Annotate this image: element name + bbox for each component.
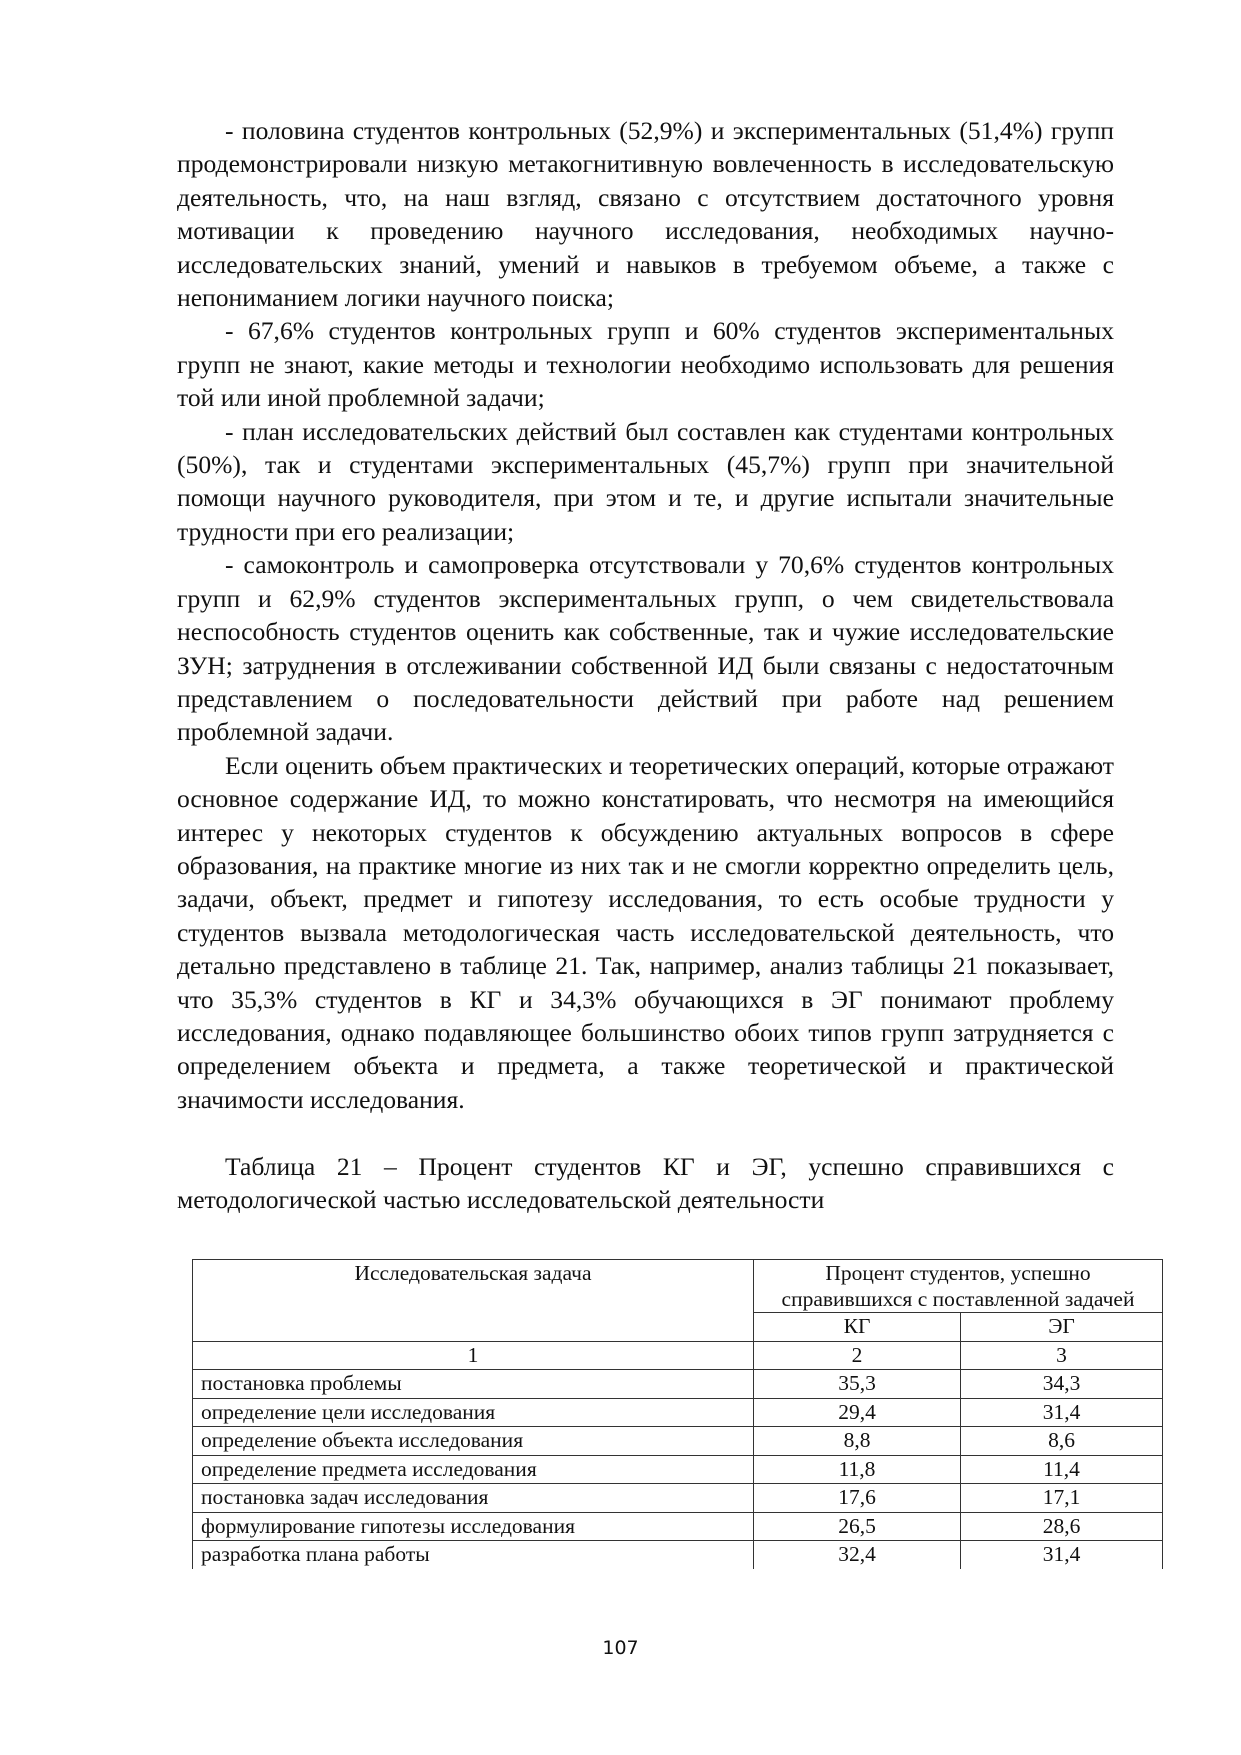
eg-value: 31,4: [961, 1541, 1163, 1569]
header-task: Исследовательская задача: [193, 1260, 754, 1342]
table-row: [193, 1455, 1163, 1484]
header-kg: КГ: [754, 1313, 961, 1342]
column-number: 3: [961, 1341, 1163, 1370]
kg-value: 17,6: [754, 1484, 961, 1513]
paragraph-bullet-plan: - план исследовательских действий был составлен как студентами контрольных (50%), так и студентами экспериментальных (45,7%) групп при значительной помощи научного руководителя, при этом и те, и другие испытали значительные трудности при его реализации;: [177, 416, 1114, 546]
eg-value: 34,3: [961, 1370, 1163, 1399]
table-row: [193, 1484, 1163, 1513]
table-row: [193, 1427, 1163, 1456]
header-eg: ЭГ: [961, 1313, 1163, 1342]
kg-value: 29,4: [754, 1398, 961, 1427]
paragraph-analysis: Если оценить объем практических и теоретических операций, которые отражают основное содержание ИД, то можно констатировать, что несмотря на имеющийся интерес у некоторых студентов к обсуждению актуальных вопросов в сфере образования, на практике многие из них так и не смогли корректно определить цель, задачи, объект, предмет и гипотезу исследования, то есть особые трудности у студентов вызвала методологическая часть исследовательской деятельность, что детально представлено в таблице 21. Так, например, анализ таблицы 21 показывает, что 35,3% студентов в КГ и 34,3% обучающихся в ЭГ понимают проблему исследования, однако подавляющее большинство обоих типов групп затрудняется с определением объекта и предмета, а также теоретической и практической значимости исследования.: [177, 750, 1114, 1114]
table-row: [193, 1370, 1163, 1399]
results-table: [192, 1259, 1163, 1569]
table-column-numbers-row: [193, 1341, 1163, 1370]
task-cell: определение предмета исследования: [193, 1455, 754, 1484]
table-row: [193, 1398, 1163, 1427]
paragraph-bullet-metacognitive: - половина студентов контрольных (52,9%) и экспериментальных (51,4%) групп продемонстрировали низкую метакогнитивную вовлеченность в исследовательскую деятельность, что, на наш взгляд, связано с отсутствием достаточного уровня мотивации к проведению научного исследования, необходимых научно-исследовательских знаний, умений и навыков в требуемом объеме, а также с непониманием логики научного поиска;: [177, 116, 1114, 313]
eg-value: 8,6: [961, 1427, 1163, 1456]
header-percent: Процент студентов, успешно справившихся с поставленной задачей: [754, 1260, 1163, 1313]
kg-value: 26,5: [754, 1512, 961, 1541]
kg-value: 8,8: [754, 1427, 961, 1456]
eg-value: 17,1: [961, 1484, 1163, 1513]
task-cell: определение цели исследования: [193, 1398, 754, 1427]
eg-value: 11,4: [961, 1455, 1163, 1484]
task-cell: разработка плана работы: [193, 1541, 754, 1569]
task-cell: постановка задач исследования: [193, 1484, 754, 1513]
table-caption: Таблица 21 – Процент студентов КГ и ЭГ, успешно справившихся с методологической частью исследовательской деятельности: [177, 1152, 1114, 1215]
paragraph-bullet-selfcontrol: - самоконтроль и самопроверка отсутствовали у 70,6% студентов контрольных групп и 62,9% студентов экспериментальных групп, о чем свидетельствовала неспособность студентов оценить как собственные, так и чужие исследовательские ЗУН; затруднения в отслеживании собственной ИД были связаны с недостаточным представлением о последовательности действий при работе над решением проблемной задачи.: [177, 550, 1114, 747]
task-cell: формулирование гипотезы исследования: [193, 1512, 754, 1541]
column-number: 2: [754, 1341, 961, 1370]
kg-value: 32,4: [754, 1541, 961, 1569]
table-header-row: [193, 1260, 1163, 1313]
kg-value: 11,8: [754, 1455, 961, 1484]
eg-value: 31,4: [961, 1398, 1163, 1427]
kg-value: 35,3: [754, 1370, 961, 1399]
page-number: 107: [602, 1637, 639, 1659]
column-number: 1: [193, 1341, 754, 1370]
table-row: [193, 1512, 1163, 1541]
task-cell: определение объекта исследования: [193, 1427, 754, 1456]
table-row: [193, 1541, 1163, 1569]
document-body: [177, 114, 1114, 1116]
paragraph-bullet-methods: - 67,6% студентов контрольных групп и 60% студентов экспериментальных групп не знают, какие методы и технологии необходимо использовать для решения той или иной проблемной задачи;: [177, 316, 1114, 413]
task-cell: постановка проблемы: [193, 1370, 754, 1399]
eg-value: 28,6: [961, 1512, 1163, 1541]
